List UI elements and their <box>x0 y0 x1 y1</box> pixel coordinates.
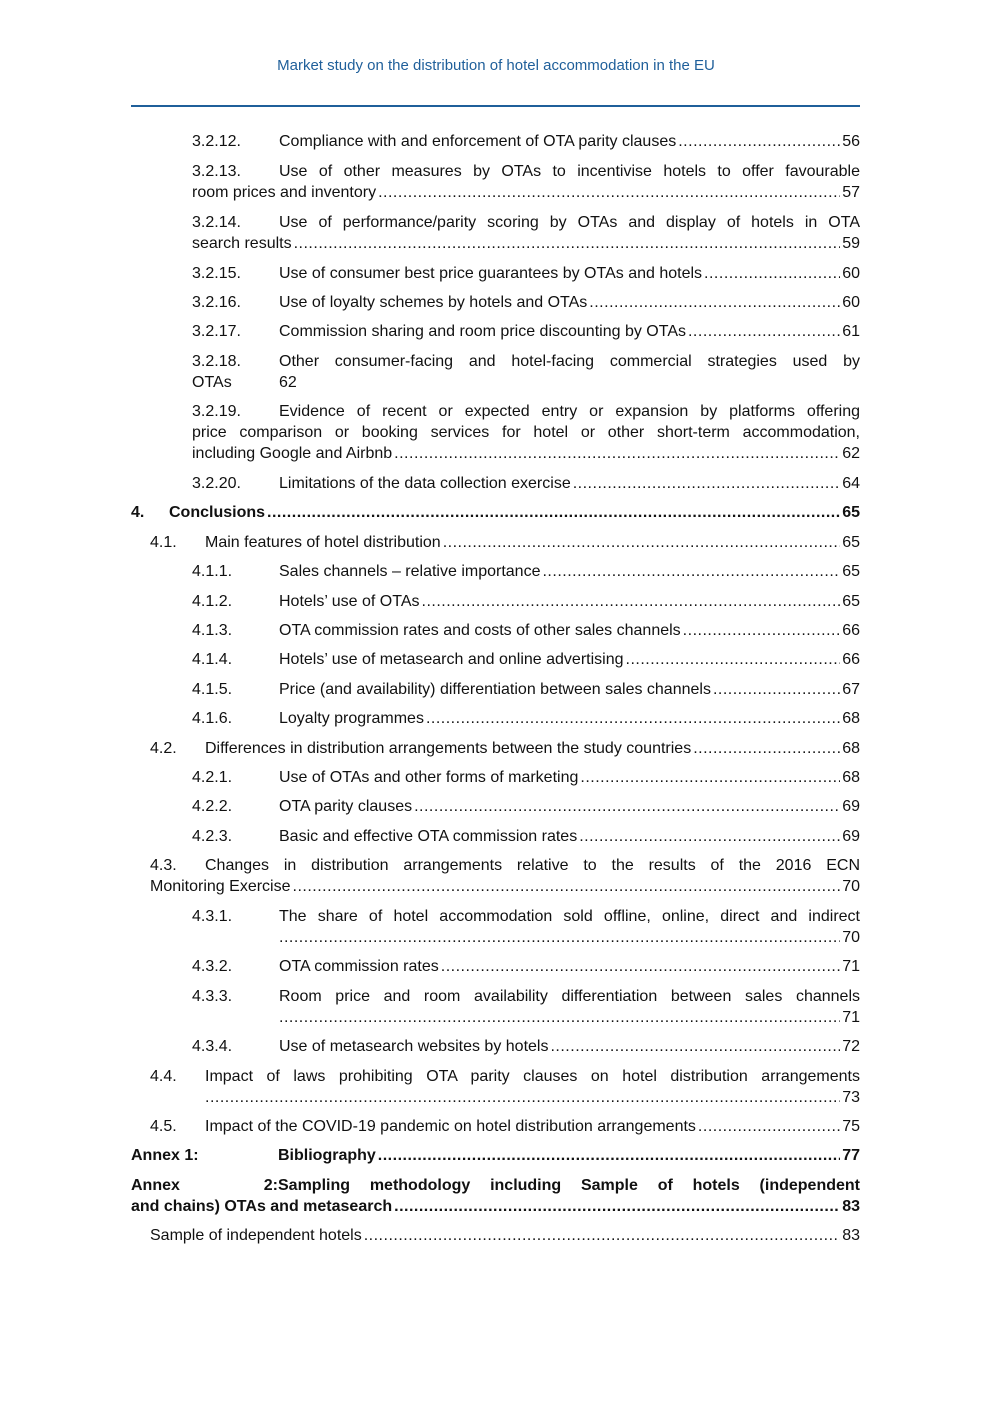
toc-entry-4-1-6[interactable]: 4.1.6. Loyalty programmes ..... 68 <box>131 708 860 729</box>
leader-dots <box>626 649 841 670</box>
toc-entry-4-3-2[interactable]: 4.3.2. OTA commission rates ..... 71 <box>131 956 860 977</box>
leader-dots <box>205 1087 840 1108</box>
leader-dots <box>364 1225 840 1246</box>
toc-entry-4-1-3[interactable]: 4.1.3. OTA commission rates and costs of other sales channels ..... 66 <box>131 620 860 641</box>
leader-dots <box>579 826 840 847</box>
toc-entry-4-4[interactable]: 4.4. Impact of laws prohibiting OTA parity clauses on hotel distribution arrangements ..... 73 <box>131 1066 860 1108</box>
leader-dots <box>394 443 840 464</box>
leader-dots <box>294 233 841 254</box>
leader-dots <box>550 1036 840 1057</box>
toc-page: 56 <box>842 133 860 150</box>
toc-entry-3-2-12[interactable]: 3.2.12. Compliance with and enforcement of OTA parity clauses ..... 56 <box>131 131 860 152</box>
toc-entry-4[interactable]: 4. Conclusions ..... 65 <box>131 502 860 523</box>
leader-dots <box>704 263 840 284</box>
toc-entry-3-2-13[interactable]: 3.2.13. Use of other measures by OTAs to incentivise hotels to offer favourable room prices and inventory ..... 57 <box>131 161 860 203</box>
page-header-title: Market study on the distribution of hotel accommodation in the EU <box>277 57 715 74</box>
leader-dots <box>441 956 840 977</box>
leader-dots <box>378 182 840 203</box>
toc-entry-4-3-1[interactable]: 4.3.1. The share of hotel accommodation sold offline, online, direct and indirect ..... 70 <box>131 906 860 948</box>
toc-entry-3-2-14[interactable]: 3.2.14. Use of performance/parity scoring by OTAs and display of hotels in OTA search results ..... 59 <box>131 212 860 254</box>
toc-entry-4-1-5[interactable]: 4.1.5. Price (and availability) differentiation between sales channels ..... 67 <box>131 679 860 700</box>
table-of-contents <box>131 131 860 1246</box>
leader-dots <box>279 927 840 948</box>
toc-entry-3-2-17[interactable]: 3.2.17. Commission sharing and room price discounting by OTAs ..... 61 <box>131 321 860 342</box>
toc-entry-annex-1[interactable]: Annex 1: Bibliography ..... 77 <box>131 1145 860 1166</box>
toc-entry-4-3[interactable]: 4.3. Changes in distribution arrangements relative to the results of the 2016 ECN Monitoring Exercise ..... 70 <box>131 855 860 897</box>
toc-entry-4-2-1[interactable]: 4.2.1. Use of OTAs and other forms of marketing ..... 68 <box>131 767 860 788</box>
leader-dots <box>688 321 840 342</box>
leader-dots <box>542 561 840 582</box>
leader-dots <box>713 679 840 700</box>
toc-entry-4-1-4[interactable]: 4.1.4. Hotels’ use of metasearch and online advertising ..... 66 <box>131 649 860 670</box>
leader-dots <box>683 620 841 641</box>
toc-entry-3-2-16[interactable]: 3.2.16. Use of loyalty schemes by hotels and OTAs ..... 60 <box>131 292 860 313</box>
leader-dots <box>378 1145 840 1166</box>
leader-dots <box>678 131 840 152</box>
leader-dots <box>394 1196 840 1217</box>
leader-dots <box>267 502 840 523</box>
leader-dots <box>414 796 840 817</box>
toc-entry-annex-2[interactable]: Annex 2:Sampling methodology including Sample of hotels (independent and chains) OTAs and metasearch ..... 83 <box>131 1175 860 1217</box>
toc-entry-4-2-3[interactable]: 4.2.3. Basic and effective OTA commission rates ..... 69 <box>131 826 860 847</box>
header-divider <box>131 105 860 107</box>
leader-dots <box>580 767 840 788</box>
toc-entry-4-3-3[interactable]: 4.3.3. Room price and room availability differentiation between sales channels ..... 71 <box>131 986 860 1028</box>
toc-title: Compliance with and enforcement of OTA parity clauses <box>279 133 677 150</box>
leader-dots <box>422 591 841 612</box>
toc-entry-4-2[interactable]: 4.2. Differences in distribution arrangements between the study countries ..... 68 <box>131 738 860 759</box>
leader-dots <box>443 532 841 553</box>
leader-dots <box>573 473 840 494</box>
toc-entry-3-2-15[interactable]: 3.2.15. Use of consumer best price guarantees by OTAs and hotels ..... 60 <box>131 263 860 284</box>
toc-entry-4-5[interactable]: 4.5. Impact of the COVID-19 pandemic on hotel distribution arrangements ..... 75 <box>131 1116 860 1137</box>
toc-entry-4-2-2[interactable]: 4.2.2. OTA parity clauses ..... 69 <box>131 796 860 817</box>
toc-page: 57 <box>842 184 860 201</box>
toc-entry-4-3-4[interactable]: 4.3.4. Use of metasearch websites by hotels ..... 72 <box>131 1036 860 1057</box>
toc-entry-3-2-19[interactable]: 3.2.19. Evidence of recent or expected entry or expansion by platforms offering price comparison or booking services for hotel or other short-term accommodation, including Google and Airbnb ..... 62 <box>131 401 860 464</box>
toc-entry-4-1-1[interactable]: 4.1.1. Sales channels – relative importance ..... 65 <box>131 561 860 582</box>
leader-dots <box>693 738 840 759</box>
leader-dots <box>426 708 840 729</box>
leader-dots <box>698 1116 840 1137</box>
toc-entry-4-1[interactable]: 4.1. Main features of hotel distribution ..... 65 <box>131 532 860 553</box>
leader-dots <box>293 876 841 897</box>
toc-page: 59 <box>842 235 860 252</box>
toc-entry-3-2-20[interactable]: 3.2.20. Limitations of the data collection exercise ..... 64 <box>131 473 860 494</box>
toc-entry-sample-independent-hotels[interactable]: Sample of independent hotels ..... 83 <box>131 1225 860 1246</box>
toc-entry-3-2-18[interactable]: 3.2.18. Other consumer-facing and hotel-facing commercial strategies used by OTAs 62 <box>192 353 860 391</box>
toc-entry-4-1-2[interactable]: 4.1.2. Hotels’ use of OTAs ..... 65 <box>131 591 860 612</box>
leader-dots <box>279 1007 840 1028</box>
leader-dots <box>589 292 840 313</box>
